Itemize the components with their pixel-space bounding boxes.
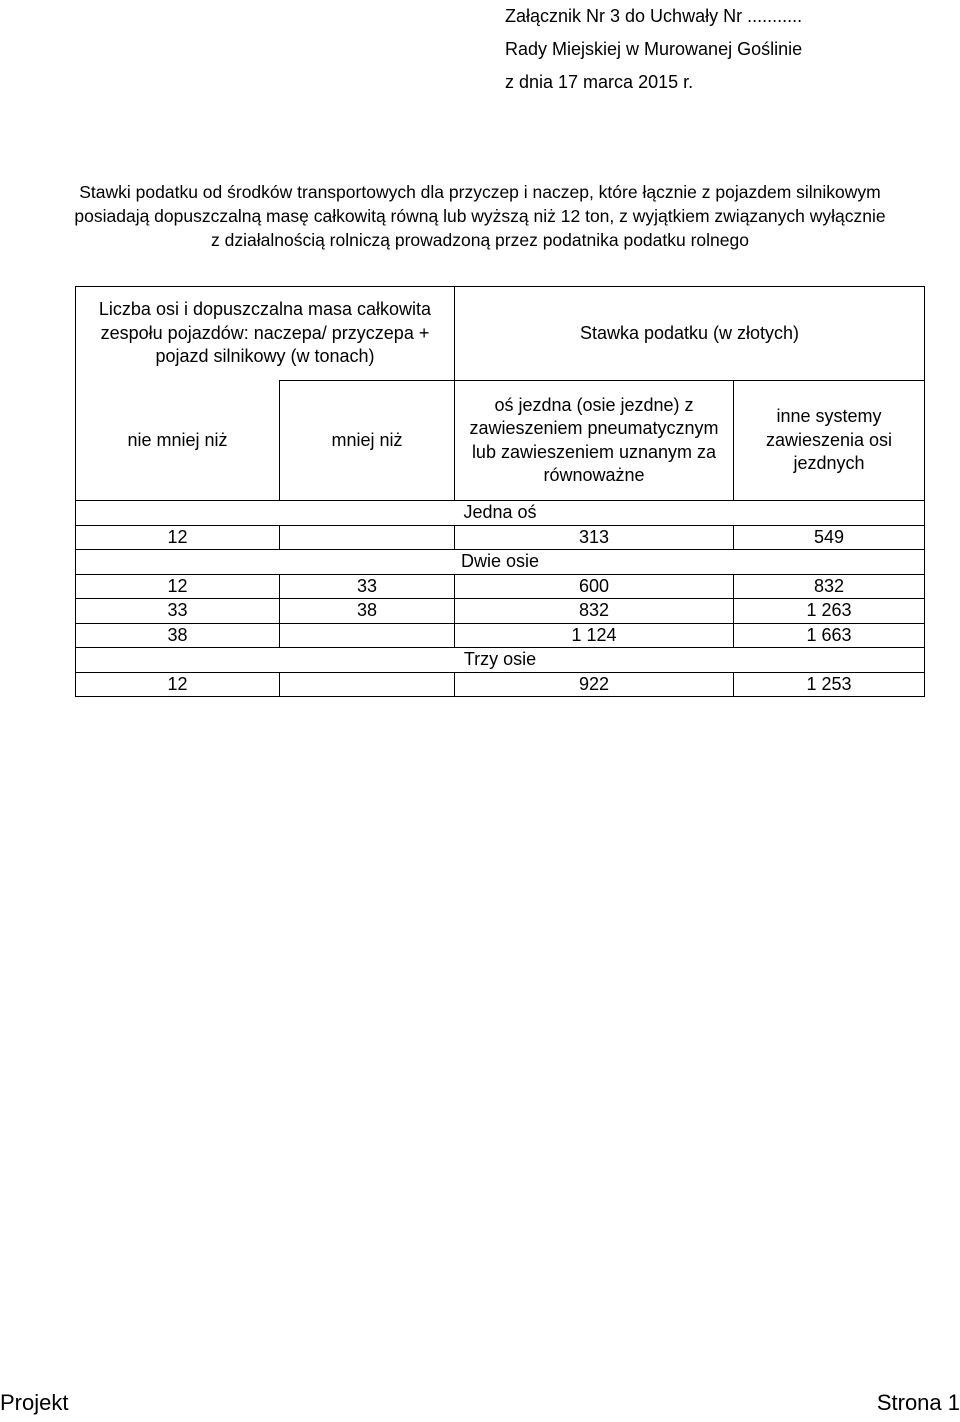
cell-rate-other: 1 253 — [734, 672, 925, 697]
cell-min-mass: 33 — [76, 599, 280, 624]
attachment-council: Rady Miejskiej w Murowanej Goślinie — [505, 39, 803, 59]
cell-rate-pneumatic: 1 124 — [455, 623, 734, 648]
document-title: Stawki podatku od środków transportowych dla przyczep i naczep, które łącznie z pojazdem silnikowym posiadają dopuszczalną masę całkowitą równą lub wyższą niż 12 ton, z wyjątkiem związanych wyłącznie z działalnością rolniczą prowadzoną przez podatnika podatku rolnego — [74, 182, 886, 250]
header-min-cell: nie mniej niż — [76, 381, 280, 501]
cell-rate-other: 1 663 — [734, 623, 925, 648]
header-max-cell: mniej niż — [280, 381, 455, 501]
table-row — [76, 599, 925, 624]
table-row — [76, 525, 925, 550]
header-mass-cell: Liczba osi i dopuszczalna masa całkowita zespołu pojazdów: naczepa/ przyczepa + pojazd silnikowy (w tonach) — [76, 287, 455, 381]
attachment-date: z dnia 17 marca 2015 r. — [505, 72, 694, 92]
axle-group-label: Trzy osie — [76, 648, 925, 673]
tax-rates-table — [75, 286, 925, 697]
cell-min-mass: 12 — [76, 525, 280, 550]
axle-group-row — [76, 501, 925, 526]
axle-group-label: Jedna oś — [76, 501, 925, 526]
attachment-number: Załącznik Nr 3 do Uchwały Nr ........... — [505, 6, 803, 26]
cell-rate-pneumatic: 600 — [455, 574, 734, 599]
header-pneumatic-cell: oś jezdna (osie jezdne) z zawieszeniem pneumatycznym lub zawieszeniem uznanym za równoważne — [455, 381, 734, 501]
rate-groups — [76, 501, 925, 697]
table-subheader-row — [76, 381, 925, 501]
axle-group-row — [76, 648, 925, 673]
footer-page-number: Strona 1 — [876, 1390, 960, 1415]
axle-group-row — [76, 550, 925, 575]
header-rate-cell: Stawka podatku (w złotych) — [455, 287, 925, 381]
table-row — [76, 574, 925, 599]
cell-min-mass: 38 — [76, 623, 280, 648]
footer-project-label: Projekt — [0, 1390, 69, 1415]
axle-group-label: Dwie osie — [76, 550, 925, 575]
header-other-cell: inne systemy zawieszenia osi jezdnych — [734, 381, 925, 501]
cell-max-mass — [280, 525, 455, 550]
cell-max-mass: 38 — [280, 599, 455, 624]
table-row — [76, 672, 925, 697]
cell-rate-other: 1 263 — [734, 599, 925, 624]
cell-min-mass: 12 — [76, 672, 280, 697]
attachment-header — [505, 0, 802, 99]
cell-rate-pneumatic: 922 — [455, 672, 734, 697]
cell-rate-pneumatic: 313 — [455, 525, 734, 550]
table-header-row — [76, 287, 925, 381]
cell-rate-other: 549 — [734, 525, 925, 550]
cell-rate-other: 832 — [734, 574, 925, 599]
table-row — [76, 623, 925, 648]
cell-max-mass — [280, 672, 455, 697]
cell-rate-pneumatic: 832 — [455, 599, 734, 624]
cell-max-mass — [280, 623, 455, 648]
cell-min-mass: 12 — [76, 574, 280, 599]
cell-max-mass: 33 — [280, 574, 455, 599]
